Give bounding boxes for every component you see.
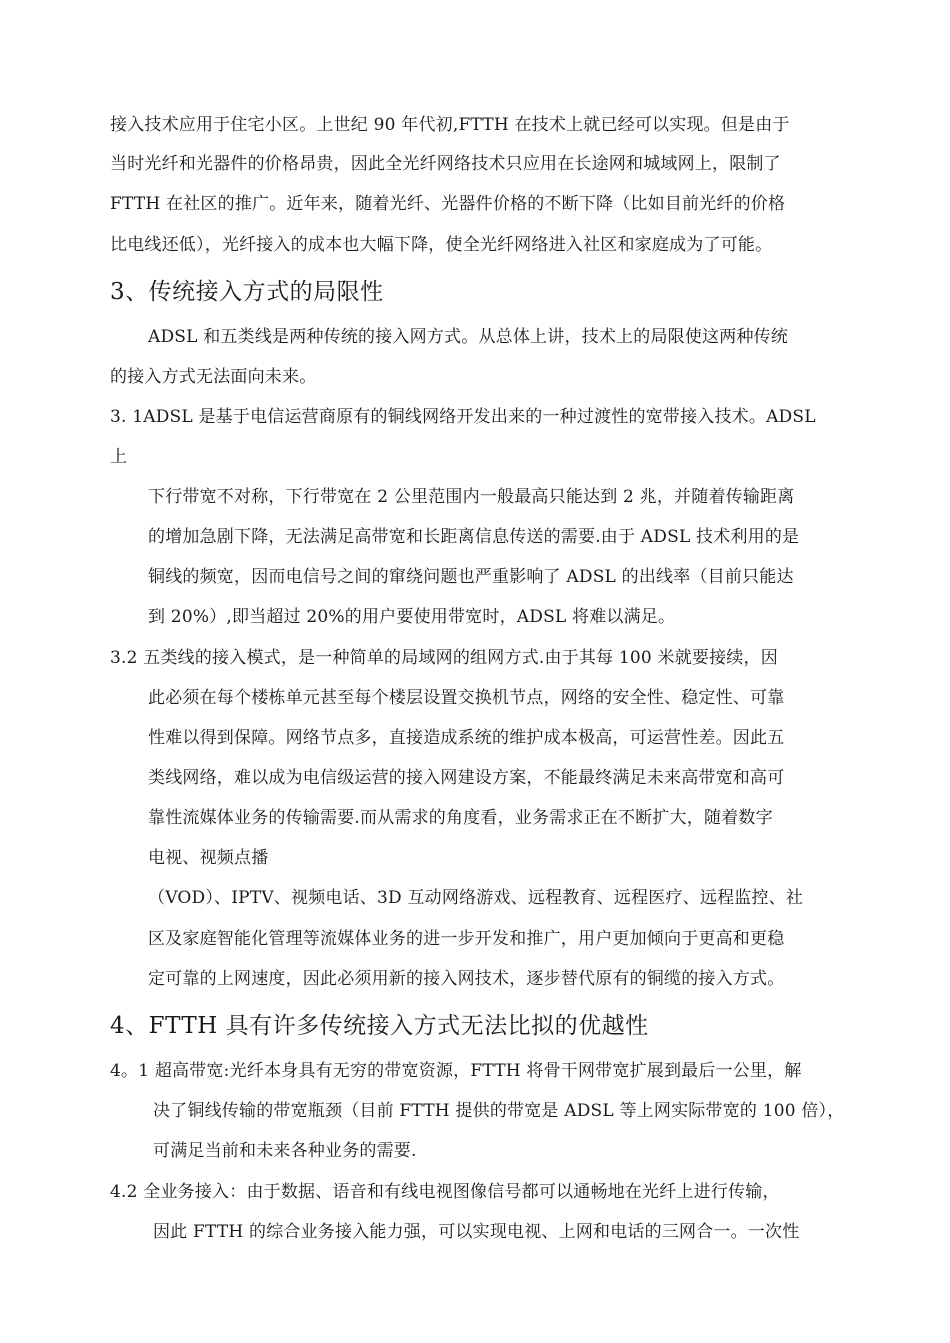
item-3-1-line-2: 上 [110, 447, 128, 467]
item-3-1-line-6: 到 20%）,即当超过 20%的用户要使用带宽时，ADSL 将难以满足。 [148, 607, 676, 627]
item-3-2-line-9: 定可靠的上网速度，因此必须用新的接入网技术，逐步替代原有的铜缆的接入方式。 [148, 969, 785, 989]
item-4-1-line-1: 4。1 超高带宽:光纤本身具有无穷的带宽资源，FTTH 将骨干网带宽扩展到最后一公里，解 [110, 1061, 802, 1081]
item-4-2-line-2: 因此 FTTH 的综合业务接入能力强，可以实现电视、上网和电话的三网合一。一次性 [153, 1222, 800, 1242]
item-3-2-line-2: 此必须在每个楼栋单元甚至每个楼层设置交换机节点，网络的安全性、稳定性、可靠 [148, 688, 785, 708]
item-3-1-line-1: 3. 1ADSL 是基于电信运营商原有的铜线网络开发出来的一种过渡性的宽带接入技术。ADSL [110, 407, 816, 427]
intro-line-2: 当时光纤和光器件的价格昂贵，因此全光纤网络技术只应用在长途网和城域网上，限制了 [110, 154, 781, 174]
section-3-heading: 3、传统接入方式的局限性 [110, 279, 384, 305]
item-3-2-line-3: 性难以得到保障。网络节点多，直接造成系统的维护成本极高，可运营性差。因此五 [148, 728, 785, 748]
item-3-1-line-5: 铜线的频宽，因而电信号之间的窜绕问题也严重影响了 ADSL 的出线率（目前只能达 [148, 567, 794, 587]
item-3-2-line-8: 区及家庭智能化管理等流媒体业务的进一步开发和推广，用户更加倾向于更高和更稳 [148, 929, 785, 949]
section-3-intro-line-2: 的接入方式无法面向未来。 [110, 367, 317, 387]
item-4-1-line-3: 可满足当前和未来各种业务的需要. [153, 1141, 417, 1161]
item-3-2-line-7: （VOD）、IPTV、视频电话、3D 互动网络游戏、远程教育、远程医疗、远程监控、社 [148, 888, 804, 908]
intro-line-1: 接入技术应用于住宅小区。上世纪 90 年代初,FTTH 在技术上就已经可以实现。但是由于 [110, 115, 790, 135]
item-3-2-line-5: 靠性流媒体业务的传输需要.而从需求的角度看，业务需求正在不断扩大，随着数字 [148, 808, 773, 828]
intro-line-3: FTTH 在社区的推广。近年来，随着光纤、光器件价格的不断下降（比如目前光纤的价格 [110, 194, 786, 214]
section-3-intro-line-1: ADSL 和五类线是两种传统的接入网方式。从总体上讲，技术上的局限使这两种传统 [148, 327, 789, 347]
intro-line-4: 比电线还低），光纤接入的成本也大幅下降，使全光纤网络进入社区和家庭成为了可能。 [110, 235, 773, 255]
item-3-2-line-4: 类线网络，难以成为电信级运营的接入网建设方案，不能最终满足未来高带宽和高可 [148, 768, 785, 788]
item-3-2-line-1: 3.2 五类线的接入模式，是一种简单的局域网的组网方式.由于其每 100 米就要接续，因 [110, 648, 778, 668]
item-4-2-line-1: 4.2 全业务接入：由于数据、语音和有线电视图像信号都可以通畅地在光纤上进行传输， [110, 1182, 780, 1202]
item-3-1-line-3: 下行带宽不对称，下行带宽在 2 公里范围内一般最高只能达到 2 兆，并随着传输距离 [148, 487, 795, 507]
section-4-heading: 4、FTTH 具有许多传统接入方式无法比拟的优越性 [110, 1013, 649, 1039]
item-3-2-line-6: 电视、视频点播 [148, 848, 269, 868]
item-3-1-line-4: 的增加急剧下降，无法满足高带宽和长距离信息传送的需要.由于 ADSL 技术利用的是 [148, 527, 800, 547]
item-4-1-line-2: 决了铜线传输的带宽瓶颈（目前 FTTH 提供的带宽是 ADSL 等上网实际带宽的 100 倍）， [153, 1101, 845, 1121]
